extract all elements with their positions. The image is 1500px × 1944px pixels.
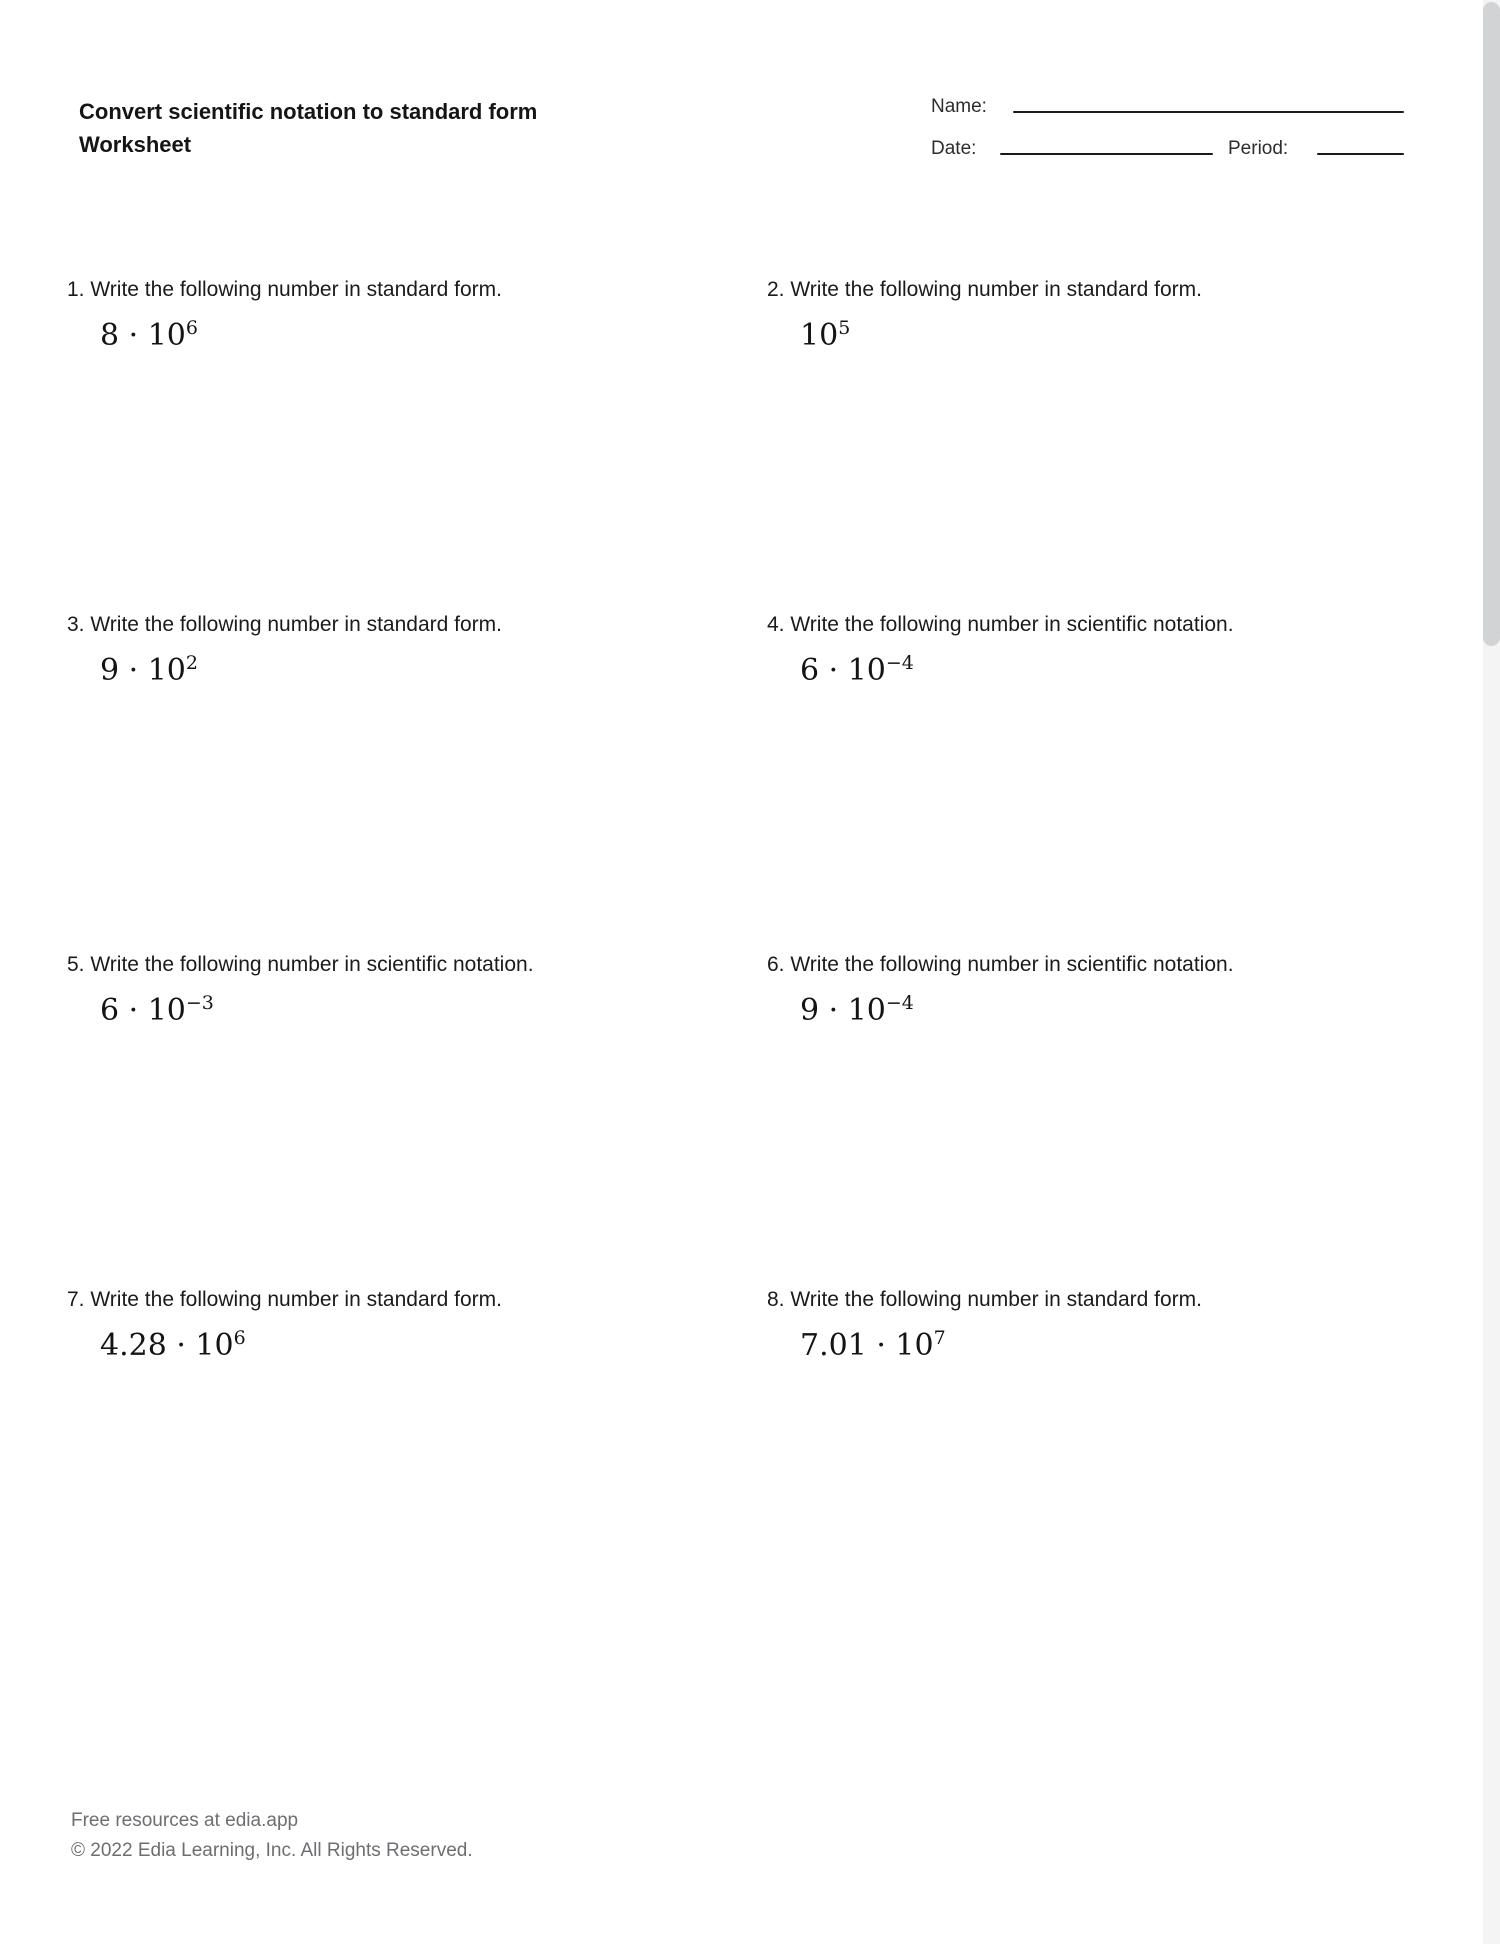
problem-3-question	[67, 611, 732, 638]
date-blank-line	[1000, 153, 1213, 155]
problem-7-math-exponent: 6	[233, 1327, 246, 1349]
problem-5-question	[67, 951, 732, 978]
period-label: Period:	[1228, 138, 1289, 159]
problem-2-expression	[800, 318, 850, 353]
problem-6-math-exponent: −4	[885, 992, 914, 1014]
problem-6-expression	[800, 993, 914, 1028]
footer-copyright-text: © 2022 Edia Learning, Inc. All Rights Reserved.	[71, 1840, 473, 1861]
problem-3-number: 3.	[67, 613, 85, 636]
problem-1-math-base: 8 · 10	[100, 318, 186, 353]
problem-7-question-text: Write the following number in standard form.	[90, 1288, 502, 1311]
date-label: Date:	[931, 138, 977, 159]
problem-3-expression	[100, 653, 198, 688]
problem-8-expression	[800, 1328, 946, 1363]
problem-1-question	[67, 276, 732, 303]
problem-2-math-exponent: 5	[838, 317, 851, 339]
worksheet-title	[79, 95, 537, 161]
scrollbar-track[interactable]	[1483, 0, 1500, 1944]
footer-resources-text: Free resources at edia.app	[71, 1810, 299, 1831]
problem-7-number: 7.	[67, 1288, 85, 1311]
problem-4-number: 4.	[767, 613, 785, 636]
problem-5-number: 5.	[67, 953, 85, 976]
problem-8-question-text: Write the following number in standard form.	[790, 1288, 1202, 1311]
period-blank-line	[1317, 153, 1404, 155]
problem-4-math-base: 6 · 10	[800, 653, 886, 688]
problem-3-math-exponent: 2	[185, 652, 198, 674]
problem-6-question	[767, 951, 1432, 978]
problem-4-math-exponent: −4	[885, 652, 914, 674]
problem-5-expression	[100, 993, 214, 1028]
page-footer	[71, 1806, 473, 1866]
problem-4-expression	[800, 653, 914, 688]
problem-6-number: 6.	[767, 953, 785, 976]
problem-1-expression	[100, 318, 198, 353]
problem-5-math-exponent: −3	[185, 992, 214, 1014]
problem-5-question-text: Write the following number in scientific notation.	[90, 953, 534, 976]
problem-2	[767, 276, 1432, 353]
problem-1-number: 1.	[67, 278, 85, 301]
name-label: Name:	[931, 96, 987, 117]
problem-7-question	[67, 1286, 732, 1313]
problem-6-question-text: Write the following number in scientific notation.	[790, 953, 1234, 976]
problem-8-question	[767, 1286, 1432, 1313]
problem-8-math-base: 7.01 · 10	[800, 1328, 934, 1363]
worksheet-title-line-2: Worksheet	[79, 131, 192, 157]
problem-1-math-exponent: 6	[185, 317, 198, 339]
problem-4-question-text: Write the following number in scientific notation.	[790, 613, 1234, 636]
problem-6-math-base: 9 · 10	[800, 993, 886, 1028]
problem-8-number: 8.	[767, 1288, 785, 1311]
scrollbar-thumb[interactable]	[1483, 2, 1500, 646]
problem-8-math-exponent: 7	[933, 1327, 946, 1349]
problem-5-math-base: 6 · 10	[100, 993, 186, 1028]
problem-3-math-base: 9 · 10	[100, 653, 186, 688]
problem-2-question-text: Write the following number in standard form.	[790, 278, 1202, 301]
problem-2-number: 2.	[767, 278, 785, 301]
problem-1-question-text: Write the following number in standard form.	[90, 278, 502, 301]
problem-4-question	[767, 611, 1432, 638]
worksheet-title-line-1: Convert scientific notation to standard form	[79, 98, 538, 124]
problem-7-math-base: 4.28 · 10	[100, 1328, 234, 1363]
problem-2-math-base: 10	[800, 318, 839, 353]
problem-3-question-text: Write the following number in standard form.	[90, 613, 502, 636]
problem-7-expression	[100, 1328, 246, 1363]
name-blank-line	[1013, 111, 1404, 113]
problem-2-question	[767, 276, 1432, 303]
